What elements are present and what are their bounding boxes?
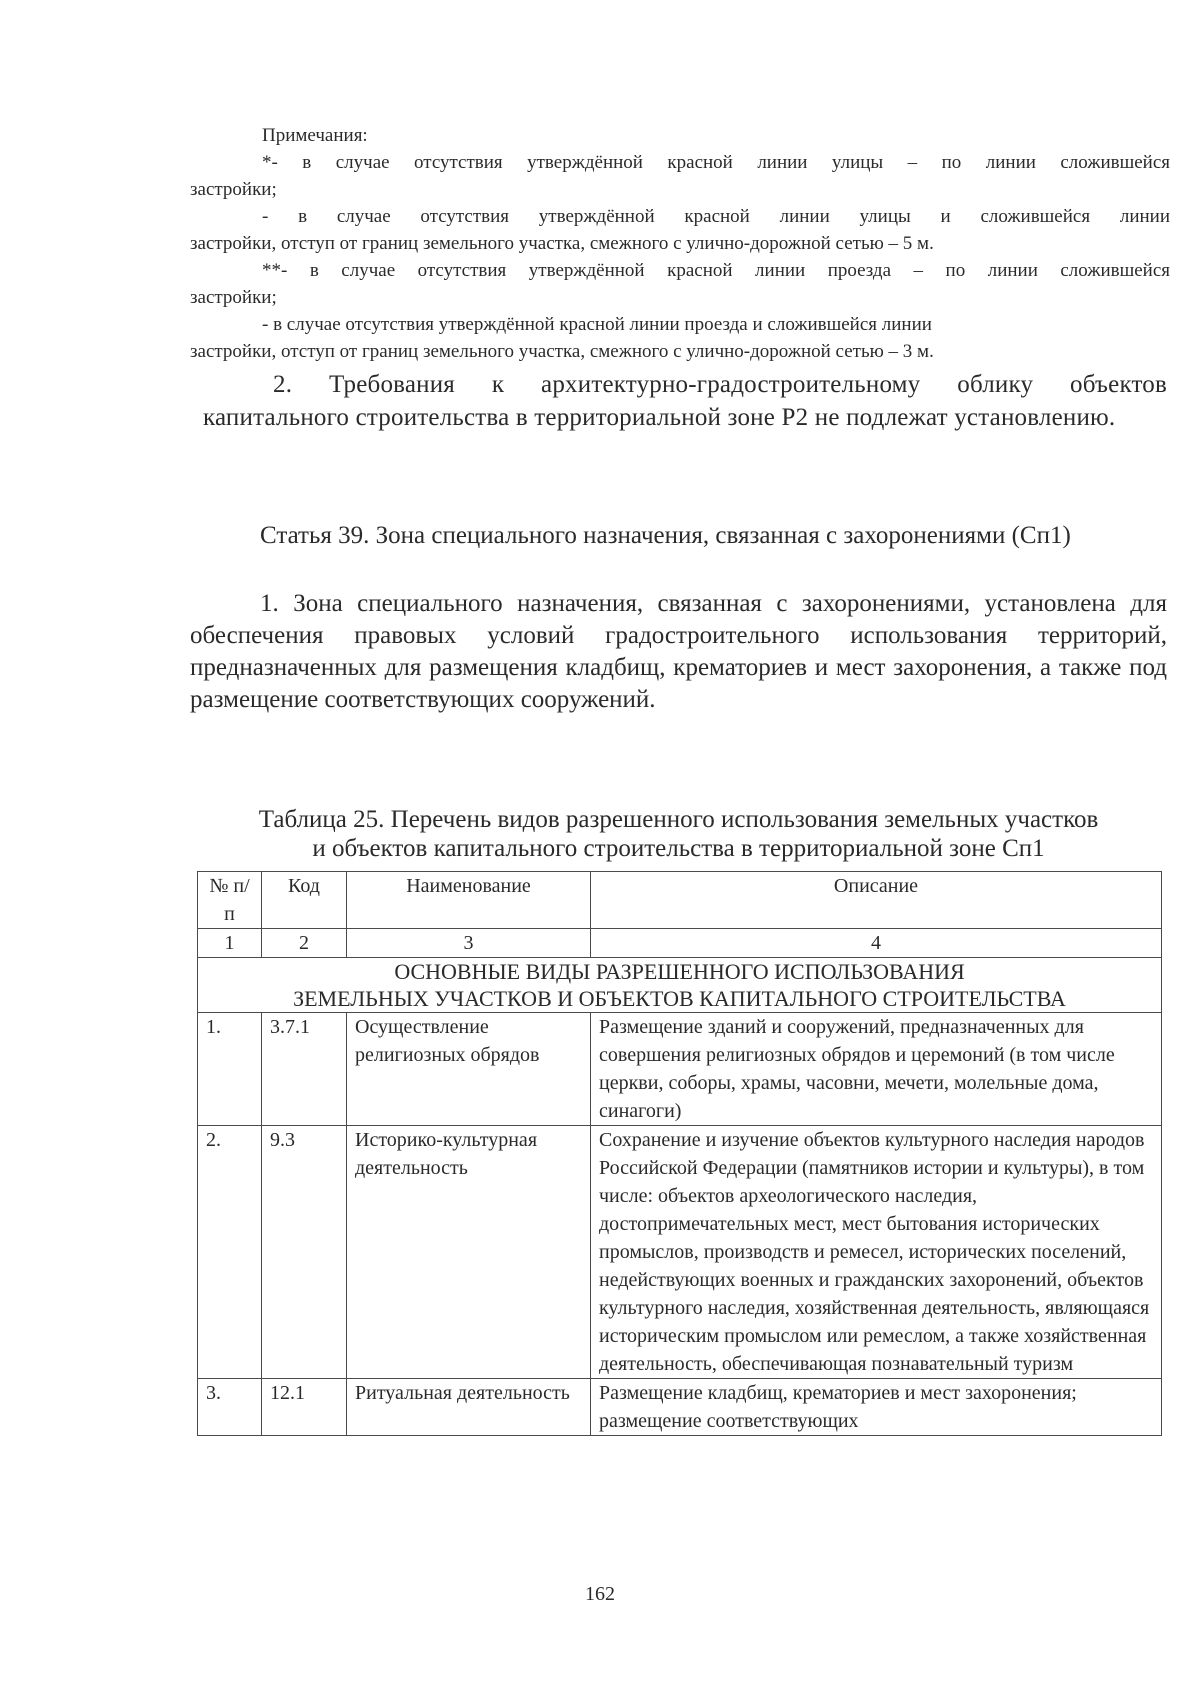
header-code: Код bbox=[262, 872, 347, 929]
column-number: 1 bbox=[198, 929, 262, 958]
note-4-line-2: застройки, отступ от границ земельного участка, смежного с улично-дорожной сетью – 3 м. bbox=[190, 341, 934, 362]
table-caption-line-2: и объектов капитального строительства в территориальной зоне Сп1 bbox=[312, 835, 1045, 862]
row-number: 1. bbox=[198, 1013, 262, 1126]
note-1-line-2: застройки; bbox=[190, 179, 277, 200]
table-caption-line-1: Таблица 25. Перечень видов разрешенного использования земельных участков bbox=[258, 806, 1099, 833]
notes-block bbox=[190, 122, 1170, 365]
row-name: Осуществление религиозных обрядов bbox=[347, 1013, 591, 1126]
note-2-line-1: - в случае отсутствия утверждённой красной линии улицы и сложившейся линии bbox=[262, 206, 1170, 227]
column-number: 4 bbox=[591, 929, 1162, 958]
section-header-row bbox=[198, 958, 1162, 1013]
header-number: № п/п bbox=[198, 872, 262, 929]
table-row bbox=[198, 1126, 1162, 1379]
note-4-line-1: - в случае отсутствия утверждённой красной линии проезда и сложившейся линии bbox=[262, 314, 932, 335]
notes-heading: Примечания: bbox=[262, 125, 368, 146]
article-title: Статья 39. Зона специального назначения, связанная с захоронениями (Сп1) bbox=[260, 522, 1071, 549]
header-description: Описание bbox=[591, 872, 1162, 929]
note-1-line-1: *- в случае отсутствия утверждённой красной линии улицы – по линии сложившейся bbox=[262, 152, 1170, 173]
column-number-row bbox=[198, 929, 1162, 958]
row-description: Размещение кладбищ, крематориев и мест захоронения; размещение соответствующих bbox=[591, 1379, 1162, 1436]
table-header-row bbox=[198, 872, 1162, 929]
row-description: Размещение зданий и сооружений, предназначенных для совершения религиозных обрядов и церемоний (в том числе церкви, соборы, храмы, часовни, мечети, молельные дома, синагоги) bbox=[591, 1013, 1162, 1126]
column-number: 3 bbox=[347, 929, 591, 958]
row-number: 2. bbox=[198, 1126, 262, 1379]
column-number: 2 bbox=[262, 929, 347, 958]
note-3-line-1: **- в случае отсутствия утверждённой красной линии проезда – по линии сложившейся bbox=[262, 260, 1170, 281]
header-name: Наименование bbox=[347, 872, 591, 929]
table-row bbox=[198, 1013, 1162, 1126]
table-caption bbox=[190, 805, 1167, 863]
note-2-line-2: застройки, отступ от границ земельного участка, смежного с улично-дорожной сетью – 5 м. bbox=[190, 233, 934, 254]
land-use-table bbox=[197, 871, 1162, 1436]
section-header-line-1: ОСНОВНЫЕ ВИДЫ РАЗРЕШЕННОГО ИСПОЛЬЗОВАНИЯ bbox=[394, 959, 965, 984]
row-code: 12.1 bbox=[262, 1379, 347, 1436]
row-code: 3.7.1 bbox=[262, 1013, 347, 1126]
table-row bbox=[198, 1379, 1162, 1436]
zone-paragraph: 1. Зона специального назначения, связанная с захоронениями, установлена для обеспечения правовых условий градостроительного использования территорий, предназначенных для размещения кладбищ, крематориев и мест захоронения, а также под размещение соответствующих сооружений. bbox=[190, 590, 1167, 713]
row-number: 3. bbox=[198, 1379, 262, 1436]
section-header-line-2: ЗЕМЕЛЬНЫХ УЧАСТКОВ И ОБЪЕКТОВ КАПИТАЛЬНОГО СТРОИТЕЛЬСТВА bbox=[293, 986, 1066, 1011]
note-3-line-2: застройки; bbox=[190, 287, 277, 308]
row-name: Ритуальная деятельность bbox=[347, 1379, 591, 1436]
row-code: 9.3 bbox=[262, 1126, 347, 1379]
section-header bbox=[198, 958, 1162, 1013]
row-description: Сохранение и изучение объектов культурного наследия народов Российской Федерации (памятников истории и культуры), в том числе: объектов археологического наследия, достопримечательных мест, мест бытования исторических промыслов, производств и ремесел, исторических поселений, недействующих военных и гражданских захоронений, объектов культурного наследия, хозяйственная деятельность, являющаяся историческим промыслом или ремеслом, а также хозяйственная деятельность, обеспечивающая познавательный туризм bbox=[591, 1126, 1162, 1379]
requirements-paragraph: 2. Требования к архитектурно-градостроительному облику объектов капитального строительства в территориальной зоне Р2 не подлежат установлению. bbox=[203, 371, 1167, 431]
row-name: Историко-культурная деятельность bbox=[347, 1126, 591, 1379]
page-number: 162 bbox=[585, 1583, 615, 1605]
